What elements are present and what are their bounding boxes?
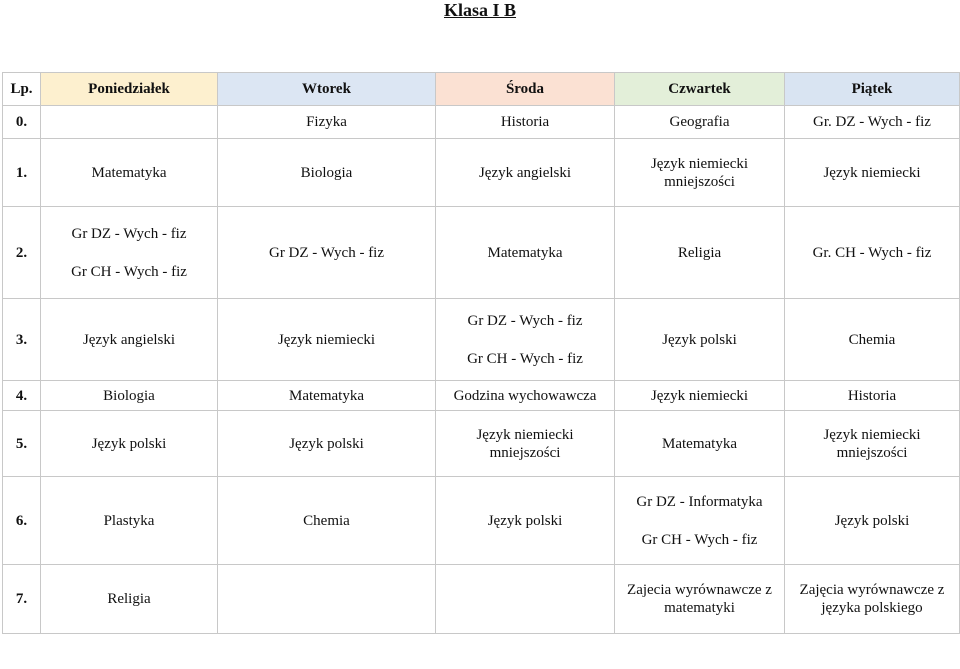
subject-text: Język niemiecki [476, 426, 574, 443]
cell-wednesday [436, 565, 615, 634]
subject-text: Geografia [669, 114, 730, 130]
subject-text: Język polski [662, 331, 737, 348]
cell-friday [785, 477, 960, 565]
cell-thursday [615, 139, 785, 207]
subject-text: Chemia [848, 331, 896, 348]
cell-wednesday [436, 299, 615, 381]
cell-tuesday [218, 106, 436, 139]
subject-text: Matematyka [487, 244, 563, 261]
cell-friday [785, 207, 960, 299]
subject-text: Język polski [487, 512, 563, 529]
subject-text: Język polski [834, 512, 910, 529]
header-lp: Lp. [3, 73, 41, 106]
subject-text: Matematyka [662, 435, 737, 452]
cell-monday [41, 381, 218, 411]
lesson-number: 0. [3, 106, 41, 139]
subject-text: języka polskiego [821, 600, 923, 616]
table-row [3, 299, 960, 381]
subject-text: Język polski [91, 435, 167, 452]
lesson-number: 6. [3, 477, 41, 565]
lesson-number: 5. [3, 411, 41, 477]
table-row [3, 139, 960, 207]
subject-text: Matematyka [91, 164, 167, 181]
table-row [3, 381, 960, 411]
lesson-number: 4. [3, 381, 41, 411]
subject-text: Religia [107, 591, 151, 607]
subject-text: Język angielski [82, 331, 176, 348]
subject-text: Zajecia wyrównawcze z [627, 582, 772, 598]
table-row [3, 565, 960, 634]
table-row [3, 207, 960, 299]
lesson-number: 2. [3, 207, 41, 299]
subject-text: Fizyka [306, 114, 347, 130]
subject-text: mniejszości [489, 444, 561, 461]
lesson-number: 7. [3, 565, 41, 634]
cell-thursday [615, 381, 785, 411]
cell-friday [785, 139, 960, 207]
line-gap [45, 243, 213, 263]
line-gap [440, 330, 610, 350]
cell-thursday [615, 299, 785, 381]
cell-thursday [615, 565, 785, 634]
cell-tuesday [218, 381, 436, 411]
cell-tuesday [218, 207, 436, 299]
subject-text: Gr CH - Wych - fiz [641, 531, 758, 548]
subject-text: Plastyka [103, 512, 155, 529]
header-tuesday: Wtorek [218, 73, 436, 106]
subject-text: Język niemiecki [277, 331, 376, 348]
subject-text: Historia [500, 114, 550, 130]
page-title: Klasa I B [443, 0, 517, 20]
cell-tuesday [218, 477, 436, 565]
schedule-body [3, 106, 960, 634]
header-thursday: Czwartek [615, 73, 785, 106]
table-row [3, 106, 960, 139]
cell-thursday [615, 106, 785, 139]
header-wednesday: Środa [436, 73, 615, 106]
cell-wednesday [436, 207, 615, 299]
subject-text: Gr DZ - Wych - fiz [467, 312, 583, 329]
schedule-table [2, 72, 960, 634]
table-row [3, 411, 960, 477]
cell-friday [785, 565, 960, 634]
cell-tuesday [218, 139, 436, 207]
subject-text: Język niemiecki [650, 387, 749, 404]
cell-monday [41, 139, 218, 207]
subject-text: Biologia [103, 387, 155, 404]
subject-text: Gr. DZ - Wych - fiz [813, 114, 931, 130]
cell-tuesday [218, 299, 436, 381]
cell-thursday [615, 411, 785, 477]
cell-tuesday [218, 565, 436, 634]
cell-wednesday [436, 381, 615, 411]
lesson-number: 1. [3, 139, 41, 207]
cell-tuesday [218, 411, 436, 477]
lesson-number: 3. [3, 299, 41, 381]
subject-text: Religia [677, 244, 722, 261]
cell-friday [785, 381, 960, 411]
cell-friday [785, 411, 960, 477]
table-row [3, 477, 960, 565]
cell-friday [785, 299, 960, 381]
subject-text: Język polski [289, 435, 364, 452]
line-gap [619, 511, 780, 531]
cell-friday [785, 106, 960, 139]
subject-text: Zajęcia wyrównawcze z [799, 582, 945, 598]
cell-wednesday [436, 139, 615, 207]
subject-text: Biologia [300, 164, 353, 181]
subject-text: Gr CH - Wych - fiz [467, 350, 583, 367]
cell-monday [41, 299, 218, 381]
subject-text: mniejszości [836, 444, 908, 461]
cell-monday [41, 565, 218, 634]
subject-text: mniejszości [664, 173, 735, 190]
schedule-header [3, 73, 960, 106]
header-friday: Piątek [785, 73, 960, 106]
subject-text: Gr CH - Wych - fiz [71, 263, 187, 280]
subject-text: Język angielski [478, 164, 572, 181]
subject-text: Język niemiecki [650, 155, 749, 172]
cell-thursday [615, 207, 785, 299]
subject-text: matematyki [664, 600, 735, 616]
cell-monday [41, 106, 218, 139]
cell-wednesday [436, 106, 615, 139]
subject-text: Język niemiecki [823, 426, 921, 443]
subject-text: Chemia [303, 512, 350, 529]
cell-monday [41, 411, 218, 477]
cell-wednesday [436, 411, 615, 477]
subject-text: Gr DZ - Wych - fiz [71, 225, 187, 242]
subject-text: Gr. CH - Wych - fiz [812, 244, 932, 261]
cell-monday [41, 207, 218, 299]
subject-text: Gr DZ - Informatyka [636, 493, 763, 510]
subject-text: Gr DZ - Wych - fiz [268, 244, 385, 261]
cell-wednesday [436, 477, 615, 565]
subject-text: Matematyka [289, 387, 364, 404]
header-monday: Poniedziałek [41, 73, 218, 106]
subject-text: Język niemiecki [823, 164, 921, 181]
subject-text: Godzina wychowawcza [453, 387, 597, 404]
cell-monday [41, 477, 218, 565]
cell-thursday [615, 477, 785, 565]
subject-text: Historia [847, 387, 897, 404]
